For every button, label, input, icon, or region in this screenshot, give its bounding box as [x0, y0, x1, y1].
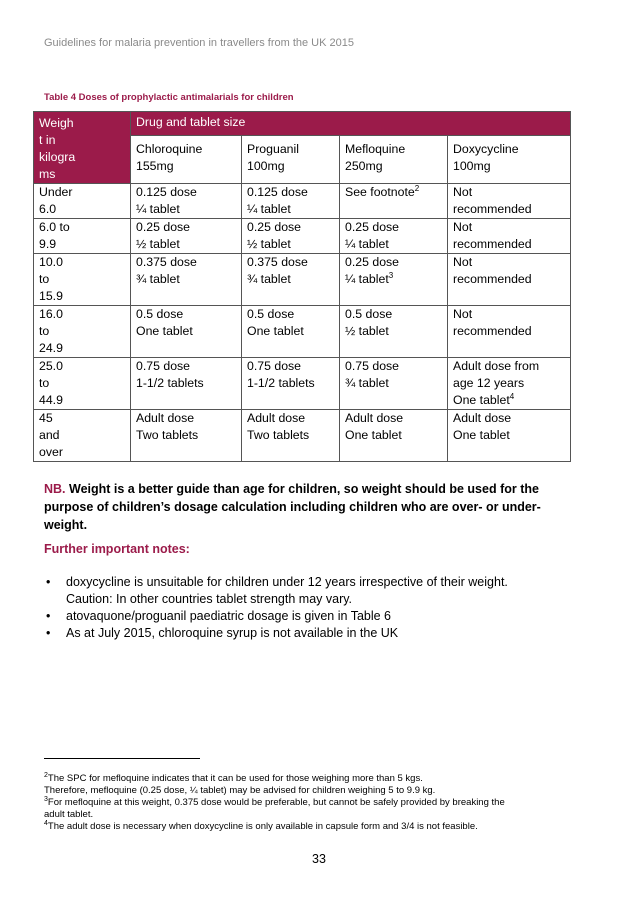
notes-list [44, 574, 574, 642]
dose-cell [131, 219, 242, 254]
dose-cell [242, 219, 340, 254]
dose-text: 0.5 dose [345, 307, 393, 321]
dose-line [453, 323, 565, 340]
dose-text: ½ tablet [136, 237, 180, 251]
dose-cell [131, 184, 242, 219]
footnote-ref: 3 [388, 271, 394, 280]
dose-text: Not [453, 185, 473, 199]
dose-table-body [34, 112, 571, 462]
dose-text: ½ tablet [345, 324, 389, 338]
page-number: 33 [312, 852, 326, 866]
weight-cell [34, 219, 131, 254]
dose-line [345, 254, 442, 271]
dose-text: 0.125 dose [136, 185, 197, 199]
table-row [34, 358, 571, 410]
dose-text: One tablet [453, 393, 510, 407]
footnote-number: 2 [44, 772, 48, 779]
dose-text: Not [453, 220, 473, 234]
weight-line: 25.0 [39, 359, 63, 373]
dose-text: age 12 years [453, 376, 525, 390]
dose-cell [340, 410, 448, 462]
dose-cell [340, 358, 448, 410]
nb-text: Weight is a better guide than age for children, so weight should be used for the purpose of children’s dosage calculation including children who are over- or under-weight. [44, 482, 541, 532]
drug-name: Proguanil [247, 142, 299, 156]
dose-line [247, 201, 334, 218]
weight-cell [34, 254, 131, 306]
dose-text: 0.25 dose [136, 220, 191, 234]
dose-text: 0.75 dose [247, 359, 302, 373]
dose-text: 0.5 dose [247, 307, 295, 321]
bullet-icon: • [46, 575, 51, 589]
weight-line: 9.9 [39, 237, 57, 251]
dose-text: 0.25 dose [345, 220, 400, 234]
dose-cell [131, 358, 242, 410]
table-row [34, 184, 571, 219]
weight-header-line: ms [39, 167, 56, 181]
dose-text: ¼ tablet [247, 202, 291, 216]
dose-line [453, 254, 565, 271]
dose-line [136, 375, 236, 392]
footnote-text: The SPC for mefloquine indicates that it can be used for those weighing more than 5 kgs. [47, 773, 423, 784]
dose-text: One tablet [453, 428, 510, 442]
dose-line [453, 306, 565, 323]
drug-name: Mefloquine [345, 142, 406, 156]
dose-line [345, 410, 442, 427]
dose-line [247, 236, 334, 253]
dose-cell [242, 184, 340, 219]
dose-line [453, 236, 565, 253]
dose-line [247, 254, 334, 271]
dose-line [247, 306, 334, 323]
footnote [44, 773, 600, 797]
dose-text: ¼ tablet [345, 272, 389, 286]
dose-cell [340, 306, 448, 358]
table-caption: Table 4 Doses of prophylactic antimalarials for children [44, 92, 294, 103]
footnote-text: adult tablet. [44, 809, 94, 820]
footnote-divider [44, 758, 200, 759]
dose-text: ¾ tablet [136, 272, 180, 286]
dose-text: 1-1/2 tablets [136, 376, 204, 390]
dose-line [345, 184, 442, 201]
footnote-line [44, 797, 600, 809]
dose-cell [131, 306, 242, 358]
dose-line [136, 306, 236, 323]
weight-header-line: t in [39, 133, 56, 147]
drug-header-proguanil [242, 136, 340, 184]
dose-line [247, 219, 334, 236]
weight-line: to [39, 324, 50, 338]
dose-line [136, 219, 236, 236]
dose-line [345, 306, 442, 323]
weight-cell [34, 306, 131, 358]
dose-line [345, 236, 442, 253]
footnote-line [44, 809, 600, 821]
footnote [44, 821, 600, 833]
table-row [34, 306, 571, 358]
weight-cell [34, 358, 131, 410]
dose-line [136, 236, 236, 253]
dose-text: recommended [453, 272, 532, 286]
weight-line: Under [39, 185, 73, 199]
drug-name: Chloroquine [136, 142, 203, 156]
dose-cell [242, 410, 340, 462]
dose-text: ¾ tablet [247, 272, 291, 286]
weight-header-line: kilogra [39, 150, 76, 164]
nb-label: NB. [44, 482, 66, 496]
nb-paragraph [44, 480, 564, 534]
footnote-number: 3 [44, 796, 48, 803]
dose-text: Not [453, 255, 473, 269]
table-row [34, 254, 571, 306]
dose-line [453, 201, 565, 218]
drug-name: Doxycycline [453, 142, 519, 156]
dose-cell [242, 358, 340, 410]
dose-line [247, 271, 334, 288]
dose-table [33, 111, 571, 462]
note-line: Caution: In other countries tablet strength may vary. [66, 592, 353, 606]
dose-text: Two tablets [247, 428, 310, 442]
dose-text: 0.375 dose [247, 255, 308, 269]
footnote-ref: 2 [414, 184, 420, 193]
dose-line [247, 375, 334, 392]
dose-line [453, 184, 565, 201]
footnote [44, 797, 600, 821]
footnote-number: 4 [44, 820, 48, 827]
weight-header-line: Weigh [39, 116, 74, 130]
dose-text: ¼ tablet [345, 237, 389, 251]
dose-text: recommended [453, 324, 532, 338]
weight-line: 6.0 [39, 202, 57, 216]
dose-line [136, 410, 236, 427]
footnote-line [44, 821, 600, 833]
dose-line [345, 271, 442, 288]
dose-cell [448, 358, 571, 410]
drug-header-mefloquine [340, 136, 448, 184]
weight-line: 24.9 [39, 341, 63, 355]
dose-line [453, 358, 565, 375]
dose-text: Two tablets [136, 428, 199, 442]
dose-line [345, 323, 442, 340]
dose-line [136, 254, 236, 271]
drug-header-doxycycline [448, 136, 571, 184]
dose-line [453, 410, 565, 427]
drug-group-header: Drug and tablet size [131, 112, 571, 136]
notes-heading: Further important notes: [44, 542, 190, 556]
dose-cell [448, 410, 571, 462]
weight-cell [34, 184, 131, 219]
footnote-text: The adult dose is necessary when doxycycline is only available in capsule form and 3/4 is not feasible. [47, 821, 478, 832]
weight-line: to [39, 376, 50, 390]
dose-line [453, 219, 565, 236]
dose-cell [448, 306, 571, 358]
dose-line [453, 375, 565, 392]
dose-line [453, 392, 565, 409]
dose-cell [448, 219, 571, 254]
note-line: atovaquone/proguanil paediatric dosage is given in Table 6 [66, 609, 392, 623]
note-item [44, 574, 574, 608]
weight-line: to [39, 272, 50, 286]
weight-header-cell [34, 112, 131, 184]
dose-line [345, 375, 442, 392]
dose-text: See footnote [345, 185, 415, 199]
dose-cell [242, 254, 340, 306]
dose-cell [340, 184, 448, 219]
dose-text: One tablet [136, 324, 193, 338]
dose-text: One tablet [345, 428, 402, 442]
dose-line [136, 323, 236, 340]
dose-text: One tablet [247, 324, 304, 338]
note-item [44, 608, 574, 625]
drug-size: 100mg [453, 159, 491, 173]
dose-text: 0.25 dose [345, 255, 400, 269]
drug-size: 250mg [345, 159, 383, 173]
dose-line [136, 271, 236, 288]
dose-text: Adult dose from [453, 359, 540, 373]
dose-line [345, 358, 442, 375]
weight-cell [34, 410, 131, 462]
dose-text: 0.375 dose [136, 255, 197, 269]
note-line: As at July 2015, chloroquine syrup is not available in the UK [66, 626, 399, 640]
dose-text: Adult dose [345, 411, 404, 425]
weight-line: 10.0 [39, 255, 63, 269]
dose-line [247, 358, 334, 375]
note-item [44, 625, 574, 642]
weight-line: 15.9 [39, 289, 63, 303]
dose-text: 0.75 dose [345, 359, 400, 373]
dose-line [136, 427, 236, 444]
weight-line: 44.9 [39, 393, 63, 407]
table-header-row [34, 112, 571, 136]
table-row [34, 410, 571, 462]
drug-header-chloroquine [131, 136, 242, 184]
dose-line [247, 323, 334, 340]
dose-cell [242, 306, 340, 358]
dose-text: 0.125 dose [247, 185, 308, 199]
dose-cell [131, 254, 242, 306]
dose-text: ¼ tablet [136, 202, 180, 216]
bullet-icon: • [46, 609, 51, 623]
dose-line [453, 427, 565, 444]
drug-size: 155mg [136, 159, 174, 173]
dose-cell [448, 254, 571, 306]
dose-text: Not [453, 307, 473, 321]
weight-line: 6.0 to [39, 220, 70, 234]
table-row [34, 219, 571, 254]
page-header: Guidelines for malaria prevention in travellers from the UK 2015 [44, 37, 354, 49]
note-line: doxycycline is unsuitable for children under 12 years irrespective of their weight. [66, 575, 508, 589]
dose-text: Adult dose [247, 411, 306, 425]
dose-text: Adult dose [453, 411, 512, 425]
dose-line [247, 427, 334, 444]
dose-line [136, 184, 236, 201]
dose-line [136, 358, 236, 375]
drug-size: 100mg [247, 159, 285, 173]
dose-text: 0.25 dose [247, 220, 302, 234]
footnotes [44, 773, 600, 833]
footnote-ref: 4 [509, 392, 515, 401]
dose-line [247, 184, 334, 201]
dose-line [453, 271, 565, 288]
weight-line: and [39, 428, 60, 442]
footnote-text: For mefloquine at this weight, 0.375 dose would be preferable, but cannot be safely provided by breaking the [47, 797, 505, 808]
weight-line: over [39, 445, 63, 459]
dose-text: Adult dose [136, 411, 195, 425]
dose-cell [340, 254, 448, 306]
dose-cell [131, 410, 242, 462]
footnote-line [44, 785, 600, 797]
bullet-icon: • [46, 626, 51, 640]
dose-text: 0.5 dose [136, 307, 184, 321]
dose-line [136, 201, 236, 218]
dose-text: 0.75 dose [136, 359, 191, 373]
weight-line: 16.0 [39, 307, 63, 321]
dose-text: ¾ tablet [345, 376, 389, 390]
dose-text: 1-1/2 tablets [247, 376, 315, 390]
dose-text: recommended [453, 202, 532, 216]
dose-text: recommended [453, 237, 532, 251]
dose-cell [448, 184, 571, 219]
dose-line [345, 427, 442, 444]
dose-line [247, 410, 334, 427]
dose-text: ½ tablet [247, 237, 291, 251]
footnote-text: Therefore, mefloquine (0.25 dose, ¼ tablet) may be advised for children weighing 5 to 9.9 kg. [44, 785, 436, 796]
dose-line [345, 219, 442, 236]
footnote-line [44, 773, 600, 785]
dose-cell [340, 219, 448, 254]
weight-line: 45 [39, 411, 53, 425]
